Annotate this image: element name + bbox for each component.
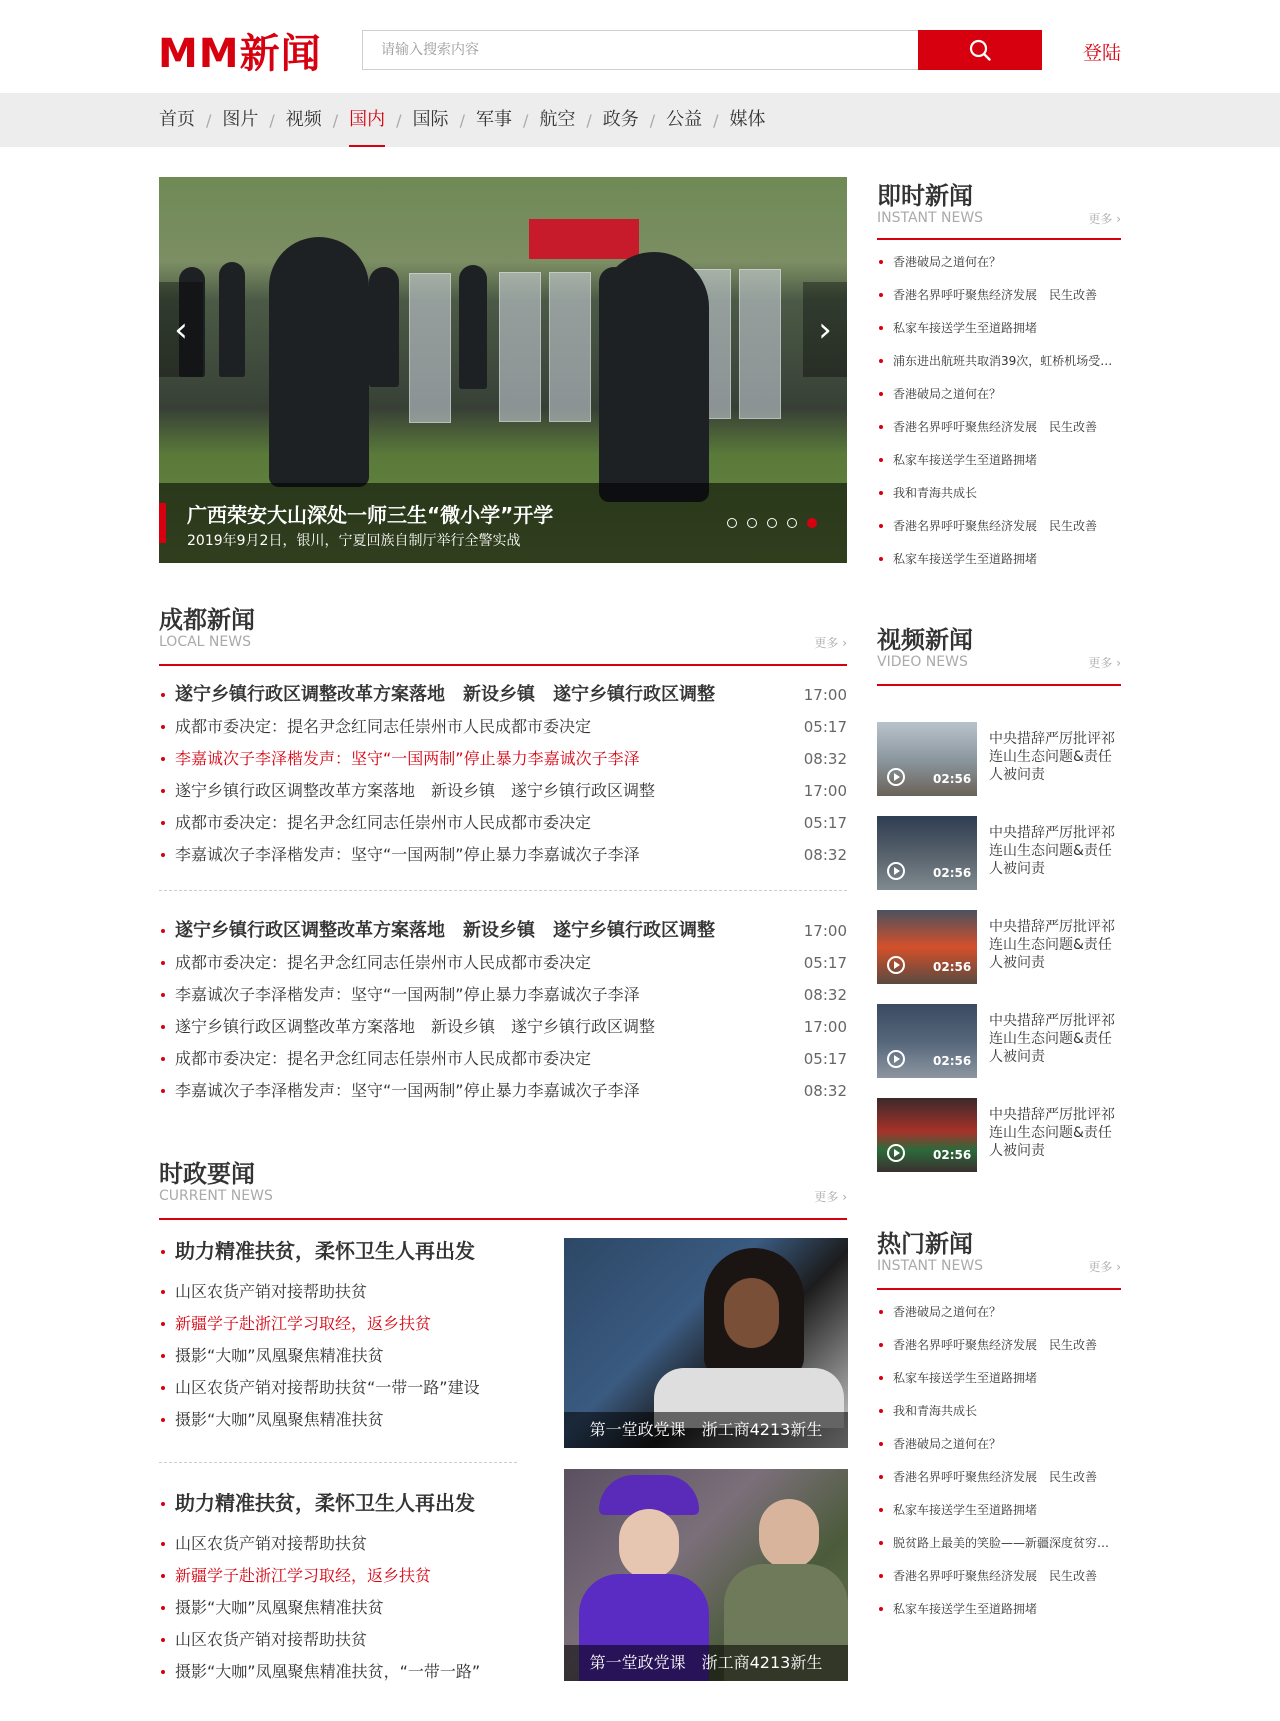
list-item[interactable]: 香港破局之道何在？: [877, 1428, 1121, 1461]
video-duration: 02:56: [933, 960, 972, 974]
nav-item[interactable]: 航空: [539, 109, 576, 130]
nav-item[interactable]: 首页: [159, 109, 195, 130]
list-item[interactable]: 私家车接送学生至道路拥堵: [877, 444, 1121, 477]
news-row[interactable]: [159, 839, 847, 871]
nav-item[interactable]: 国内: [349, 93, 385, 147]
news-time: 08:32: [803, 750, 847, 768]
play-icon[interactable]: [887, 1050, 905, 1068]
news-row[interactable]: 摄影“大咖”凤凰聚焦精准扶贫，“一带一路”: [159, 1656, 519, 1688]
list-item[interactable]: 香港名界呼吁聚焦经济发展 民生改善: [877, 510, 1121, 543]
list-item[interactable]: 浦东进出航班共取消39次，虹桥机场受…: [877, 345, 1121, 378]
news-title[interactable]: 李嘉诚次子李泽楷发声：坚守“一国两制”停止暴力李嘉诚次子李泽: [175, 1081, 640, 1100]
photo-shield: [739, 269, 781, 419]
news-time: 05:17: [803, 954, 847, 972]
photo-figure: [369, 267, 399, 387]
current-image-2[interactable]: [564, 1469, 848, 1681]
video-news-header: [877, 620, 1121, 686]
news-time: 05:17: [803, 1050, 847, 1068]
carousel-title[interactable]: 广西荣安大山深处一师三生“微小学”开学: [187, 503, 554, 527]
news-time: 05:17: [803, 814, 847, 832]
news-row[interactable]: 山区农货产销对接帮助扶贫: [159, 1624, 519, 1656]
current-list-1: [159, 1236, 519, 1436]
news-row[interactable]: [159, 775, 847, 807]
list-item[interactable]: 私家车接送学生至道路拥堵: [877, 543, 1121, 576]
nav-separator: /: [269, 110, 275, 130]
video-title[interactable]: 中央措辞严厉批评祁连山生态问题&责任人被问责: [989, 731, 1115, 783]
video-thumbnail[interactable]: [877, 1004, 977, 1078]
news-title[interactable]: 成都市委决定：提名尹念红同志任崇州市人民成都市委决定: [175, 717, 592, 736]
nav-separator: /: [459, 110, 465, 130]
news-row[interactable]: [159, 1075, 847, 1107]
nav-separator: /: [649, 110, 656, 130]
video-item[interactable]: [877, 910, 1123, 984]
main-nav: [0, 93, 1280, 147]
image-caption: 第一堂政党课 浙工商4213新生: [564, 1412, 848, 1448]
carousel-dots: [727, 518, 817, 528]
list-item[interactable]: 我和青海共成长: [877, 477, 1121, 510]
nav-item[interactable]: 图片: [222, 109, 259, 130]
news-time: 17:00: [803, 686, 847, 704]
video-thumbnail[interactable]: [877, 1098, 977, 1172]
list-item[interactable]: 我和青海共成长: [877, 1395, 1121, 1428]
list-item[interactable]: 香港名界呼吁聚焦经济发展 民生改善: [877, 1329, 1121, 1362]
site-logo[interactable]: MM新闻: [158, 31, 322, 77]
carousel-dot[interactable]: [747, 518, 757, 528]
login-link[interactable]: 登陆: [1083, 42, 1122, 64]
video-duration: 02:56: [933, 1148, 972, 1162]
news-row[interactable]: [159, 679, 847, 711]
section-subtitle: CURRENT NEWS: [159, 1188, 273, 1204]
current-news-header: [159, 1154, 847, 1220]
news-row[interactable]: 山区农货产销对接帮助扶贫: [159, 1276, 519, 1308]
section-subtitle: INSTANT NEWS: [877, 210, 984, 226]
nav-item[interactable]: 军事: [475, 109, 512, 130]
section-subtitle: INSTANT NEWS: [877, 1258, 984, 1274]
nav-separator: /: [713, 110, 719, 130]
header: [0, 0, 1280, 93]
list-item[interactable]: 私家车接送学生至道路拥堵: [877, 1362, 1121, 1395]
news-row[interactable]: 摄影“大咖”凤凰聚焦精准扶贫: [159, 1340, 519, 1372]
section-title: 热门新闻: [877, 1230, 973, 1258]
news-row[interactable]: 新疆学子赴浙江学习取经，返乡扶贫: [159, 1560, 519, 1592]
news-time: 08:32: [803, 1082, 847, 1100]
nav-separator: /: [332, 110, 339, 130]
list-item[interactable]: 香港名界呼吁聚焦经济发展 民生改善: [877, 279, 1121, 312]
section-title: 成都新闻: [159, 606, 255, 634]
current-more-link[interactable]: 更多 ›: [814, 1190, 847, 1204]
nav-item[interactable]: 媒体: [729, 109, 766, 130]
nav-items: [159, 93, 766, 147]
list-item[interactable]: 私家车接送学生至道路拥堵: [877, 1494, 1121, 1527]
video-thumbnail[interactable]: [877, 816, 977, 890]
video-item[interactable]: [877, 816, 1123, 890]
instant-news-header: [877, 176, 1121, 240]
news-time: 17:00: [803, 782, 847, 800]
carousel-dot[interactable]: [767, 518, 777, 528]
carousel-caption: [159, 483, 847, 563]
hot-more-link[interactable]: 更多 ›: [1088, 1260, 1121, 1274]
carousel-photo-banner: [529, 219, 639, 259]
instant-more-link[interactable]: 更多 ›: [1088, 212, 1121, 226]
photo-face: [759, 1499, 819, 1569]
news-row[interactable]: [159, 743, 847, 775]
video-duration: 02:56: [933, 772, 972, 786]
chengdu-list-2: [159, 915, 847, 1107]
carousel[interactable]: [159, 177, 847, 563]
news-title[interactable]: 遂宁乡镇行政区调整改革方案落地 新设乡镇 遂宁乡镇行政区调整: [175, 781, 656, 800]
play-icon[interactable]: [887, 862, 905, 880]
section-title: 时政要闻: [159, 1160, 255, 1188]
nav-item[interactable]: 视频: [285, 109, 322, 130]
news-title[interactable]: 李嘉诚次子李泽楷发声：坚守“一国两制”停止暴力李嘉诚次子李泽: [175, 985, 640, 1004]
photo-shield: [499, 272, 541, 422]
hot-news-list: [877, 1296, 1121, 1626]
list-item[interactable]: 香港名界呼吁聚焦经济发展 民生改善: [877, 1461, 1121, 1494]
news-row[interactable]: 山区农货产销对接帮助扶贫: [159, 1528, 519, 1560]
current-image-1[interactable]: [564, 1238, 848, 1448]
video-more-link[interactable]: 更多 ›: [1088, 656, 1121, 670]
news-row[interactable]: [159, 807, 847, 839]
divider: [159, 1462, 517, 1463]
instant-news-list: [877, 246, 1121, 576]
photo-figure: [219, 262, 245, 377]
photo-officer: [599, 252, 709, 502]
video-thumbnail[interactable]: [877, 910, 977, 984]
video-item[interactable]: [877, 1098, 1123, 1172]
nav-item[interactable]: 国际: [412, 109, 449, 130]
list-item[interactable]: 香港破局之道何在？: [877, 378, 1121, 411]
carousel-next-button[interactable]: ›: [803, 282, 847, 377]
list-item[interactable]: 私家车接送学生至道路拥堵: [877, 1593, 1121, 1626]
news-title[interactable]: 成都市委决定：提名尹念红同志任崇州市人民成都市委决定: [175, 813, 592, 832]
image-caption: 第一堂政党课 浙工商4213新生: [564, 1645, 848, 1681]
list-item[interactable]: 脱贫路上最美的笑脸——新疆深度贫穷…: [877, 1527, 1121, 1560]
news-title[interactable]: 遂宁乡镇行政区调整改革方案落地 新设乡镇 遂宁乡镇行政区调整: [175, 684, 715, 705]
news-time: 05:17: [803, 718, 847, 736]
video-title[interactable]: 中央措辞严厉批评祁连山生态问题&责任人被问责: [989, 825, 1115, 877]
section-title: 视频新闻: [877, 626, 973, 654]
chengdu-news-header: [159, 600, 847, 666]
news-title[interactable]: 遂宁乡镇行政区调整改革方案落地 新设乡镇 遂宁乡镇行政区调整: [175, 920, 715, 941]
nav-item[interactable]: 公益: [666, 109, 703, 130]
news-title[interactable]: 李嘉诚次子李泽楷发声：坚守“一国两制”停止暴力李嘉诚次子李泽: [175, 749, 640, 768]
play-icon[interactable]: [887, 1144, 905, 1162]
chengdu-list-1: [159, 679, 847, 871]
news-title[interactable]: 成都市委决定：提名尹念红同志任崇州市人民成都市委决定: [175, 953, 592, 972]
list-item[interactable]: 香港破局之道何在？: [877, 246, 1121, 279]
video-thumbnail[interactable]: [877, 722, 977, 796]
news-row[interactable]: 助力精准扶贫，柔怀卫生人再出发: [159, 1236, 519, 1276]
nav-separator: /: [206, 110, 212, 130]
news-time: 08:32: [803, 846, 847, 864]
list-item[interactable]: 香港名界呼吁聚焦经济发展 民生改善: [877, 1560, 1121, 1593]
list-item[interactable]: 香港名界呼吁聚焦经济发展 民生改善: [877, 411, 1121, 444]
video-item[interactable]: [877, 1004, 1123, 1078]
photo-figure: [459, 265, 487, 389]
news-time: 17:00: [803, 922, 847, 940]
nav-separator: /: [522, 110, 529, 130]
carousel-prev-button[interactable]: ‹: [159, 282, 203, 377]
play-icon[interactable]: [887, 768, 905, 786]
carousel-subtitle: 2019年9月2日，银川，宁夏回族自制厅举行全警实战: [187, 533, 521, 549]
photo-face: [724, 1278, 779, 1348]
news-row[interactable]: 新疆学子赴浙江学习取经，返乡扶贫: [159, 1308, 519, 1340]
news-row[interactable]: 山区农货产销对接帮助扶贫“一带一路”建设: [159, 1372, 519, 1404]
video-title[interactable]: 中央措辞严厉批评祁连山生态问题&责任人被问责: [989, 919, 1115, 971]
news-row[interactable]: 摄影“大咖”凤凰聚焦精准扶贫: [159, 1404, 519, 1436]
news-row[interactable]: [159, 1043, 847, 1075]
news-row[interactable]: 摄影“大咖”凤凰聚焦精准扶贫: [159, 1592, 519, 1624]
news-row[interactable]: [159, 711, 847, 743]
search-input[interactable]: [363, 31, 918, 69]
video-item[interactable]: [877, 722, 1123, 796]
news-title[interactable]: 李嘉诚次子李泽楷发声：坚守“一国两制”停止暴力李嘉诚次子李泽: [175, 845, 640, 864]
video-title[interactable]: 中央措辞严厉批评祁连山生态问题&责任人被问责: [989, 1107, 1115, 1159]
video-duration: 02:56: [933, 1054, 972, 1068]
photo-shield: [549, 272, 591, 422]
list-item[interactable]: 私家车接送学生至道路拥堵: [877, 312, 1121, 345]
search-box: [362, 30, 1042, 70]
divider: [159, 890, 847, 891]
nav-separator: /: [586, 110, 592, 130]
photo-shield: [409, 273, 451, 423]
news-row[interactable]: [159, 979, 847, 1011]
news-row[interactable]: [159, 1011, 847, 1043]
carousel-dot[interactable]: [807, 518, 817, 528]
section-title: 即时新闻: [877, 182, 973, 210]
search-button[interactable]: [918, 30, 1042, 70]
hot-news-header: [877, 1224, 1121, 1290]
nav-item[interactable]: 政务: [602, 109, 639, 130]
list-item[interactable]: 香港破局之道何在？: [877, 1296, 1121, 1329]
section-subtitle: LOCAL NEWS: [159, 634, 251, 650]
news-row[interactable]: [159, 947, 847, 979]
photo-face: [619, 1509, 679, 1579]
news-title[interactable]: 成都市委决定：提名尹念红同志任崇州市人民成都市委决定: [175, 1049, 592, 1068]
search-icon: [968, 38, 992, 62]
news-row[interactable]: [159, 915, 847, 947]
news-row[interactable]: 助力精准扶贫，柔怀卫生人再出发: [159, 1488, 519, 1528]
news-time: 17:00: [803, 1018, 847, 1036]
carousel-dot[interactable]: [787, 518, 797, 528]
news-title[interactable]: 遂宁乡镇行政区调整改革方案落地 新设乡镇 遂宁乡镇行政区调整: [175, 1017, 656, 1036]
chengdu-more-link[interactable]: 更多 ›: [814, 636, 847, 650]
carousel-dot[interactable]: [727, 518, 737, 528]
current-list-2: [159, 1488, 519, 1688]
photo-officer: [269, 237, 369, 487]
play-icon[interactable]: [887, 956, 905, 974]
nav-separator: /: [396, 110, 402, 130]
news-time: 08:32: [803, 986, 847, 1004]
section-subtitle: VIDEO NEWS: [877, 654, 968, 670]
video-title[interactable]: 中央措辞严厉批评祁连山生态问题&责任人被问责: [989, 1013, 1115, 1065]
video-duration: 02:56: [933, 866, 972, 880]
